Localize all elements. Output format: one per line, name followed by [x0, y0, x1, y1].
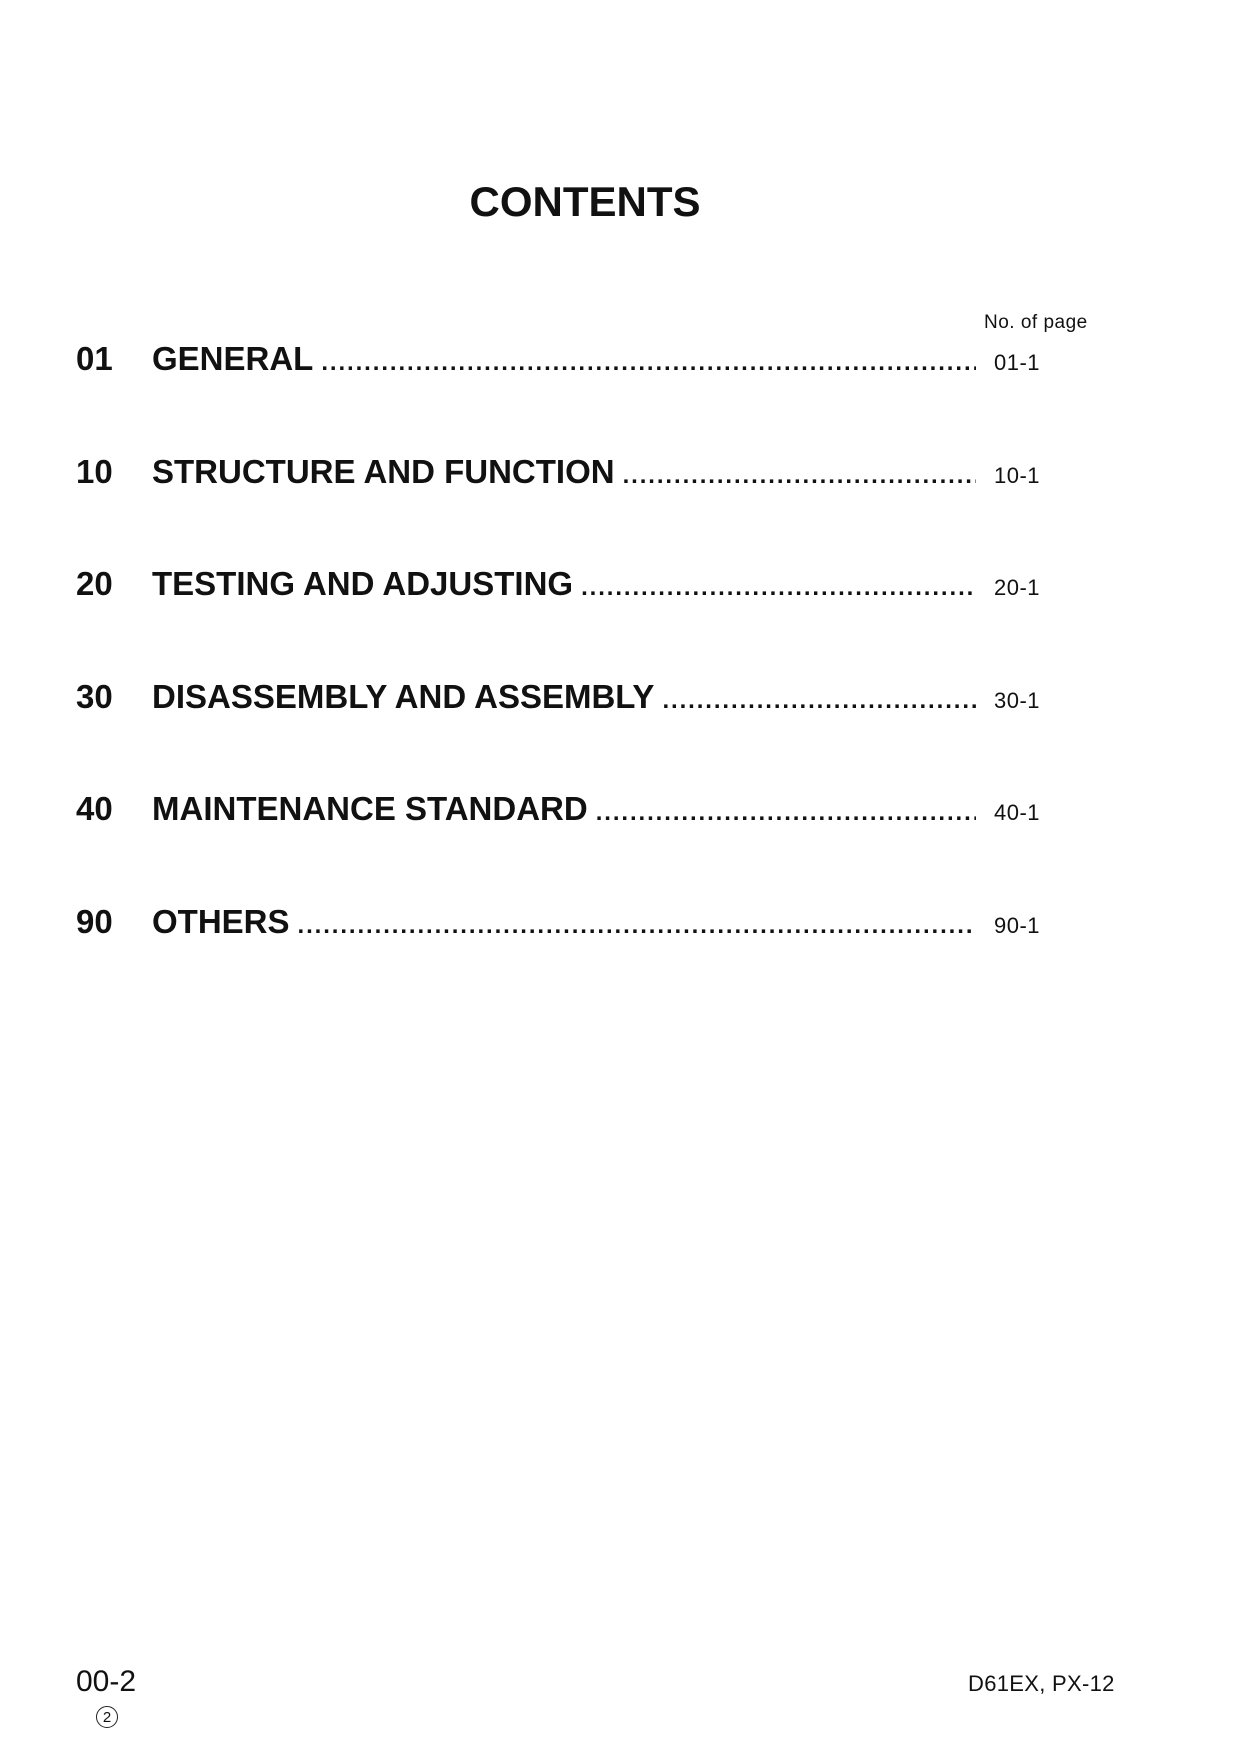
toc-entry-page: 20-1: [994, 575, 1041, 600]
toc-entry-structure-and-function[interactable]: [76, 453, 1076, 497]
dot-leader: [321, 349, 976, 377]
toc-entry-general[interactable]: [76, 340, 1076, 384]
toc-entry-number: 30: [76, 678, 113, 715]
revision-mark: 2: [96, 1706, 118, 1728]
toc-entry-number: 90: [76, 903, 113, 940]
toc-entry-maintenance-standard[interactable]: [76, 790, 1076, 834]
toc-entry-label: TESTING AND ADJUSTING: [152, 565, 574, 602]
toc-entry-number: 10: [76, 453, 113, 490]
footer-page-number: 00-2: [76, 1665, 137, 1698]
toc-entry-label: OTHERS: [152, 903, 290, 940]
dot-leader: [662, 687, 976, 715]
dot-leader: [596, 799, 976, 827]
toc-entry-label: GENERAL: [152, 340, 314, 377]
dot-leader: [623, 462, 976, 490]
toc-entry-label: STRUCTURE AND FUNCTION: [152, 453, 615, 490]
toc-entry-number: 01: [76, 340, 113, 377]
toc-entry-number: 20: [76, 565, 113, 602]
toc-entry-page: 90-1: [994, 913, 1041, 938]
toc-entry-label: MAINTENANCE STANDARD: [152, 790, 588, 827]
page-number-column-header: No. of page: [984, 312, 1088, 333]
toc-entry-page: 30-1: [994, 688, 1041, 713]
dot-leader: [298, 912, 976, 940]
footer-model: D61EX, PX-12: [968, 1671, 1115, 1696]
toc-entry-page: 40-1: [994, 800, 1041, 825]
toc-entry-others[interactable]: [76, 903, 1076, 947]
dot-leader: [581, 574, 976, 602]
toc-entry-testing-and-adjusting[interactable]: [76, 565, 1076, 609]
toc-entry-number: 40: [76, 790, 113, 827]
page-title: CONTENTS: [469, 178, 701, 225]
toc-entry-page: 01-1: [994, 350, 1041, 375]
toc-entry-page: 10-1: [994, 463, 1041, 488]
toc-entry-disassembly-and-assembly[interactable]: [76, 678, 1076, 722]
toc-entry-label: DISASSEMBLY AND ASSEMBLY: [152, 678, 655, 715]
